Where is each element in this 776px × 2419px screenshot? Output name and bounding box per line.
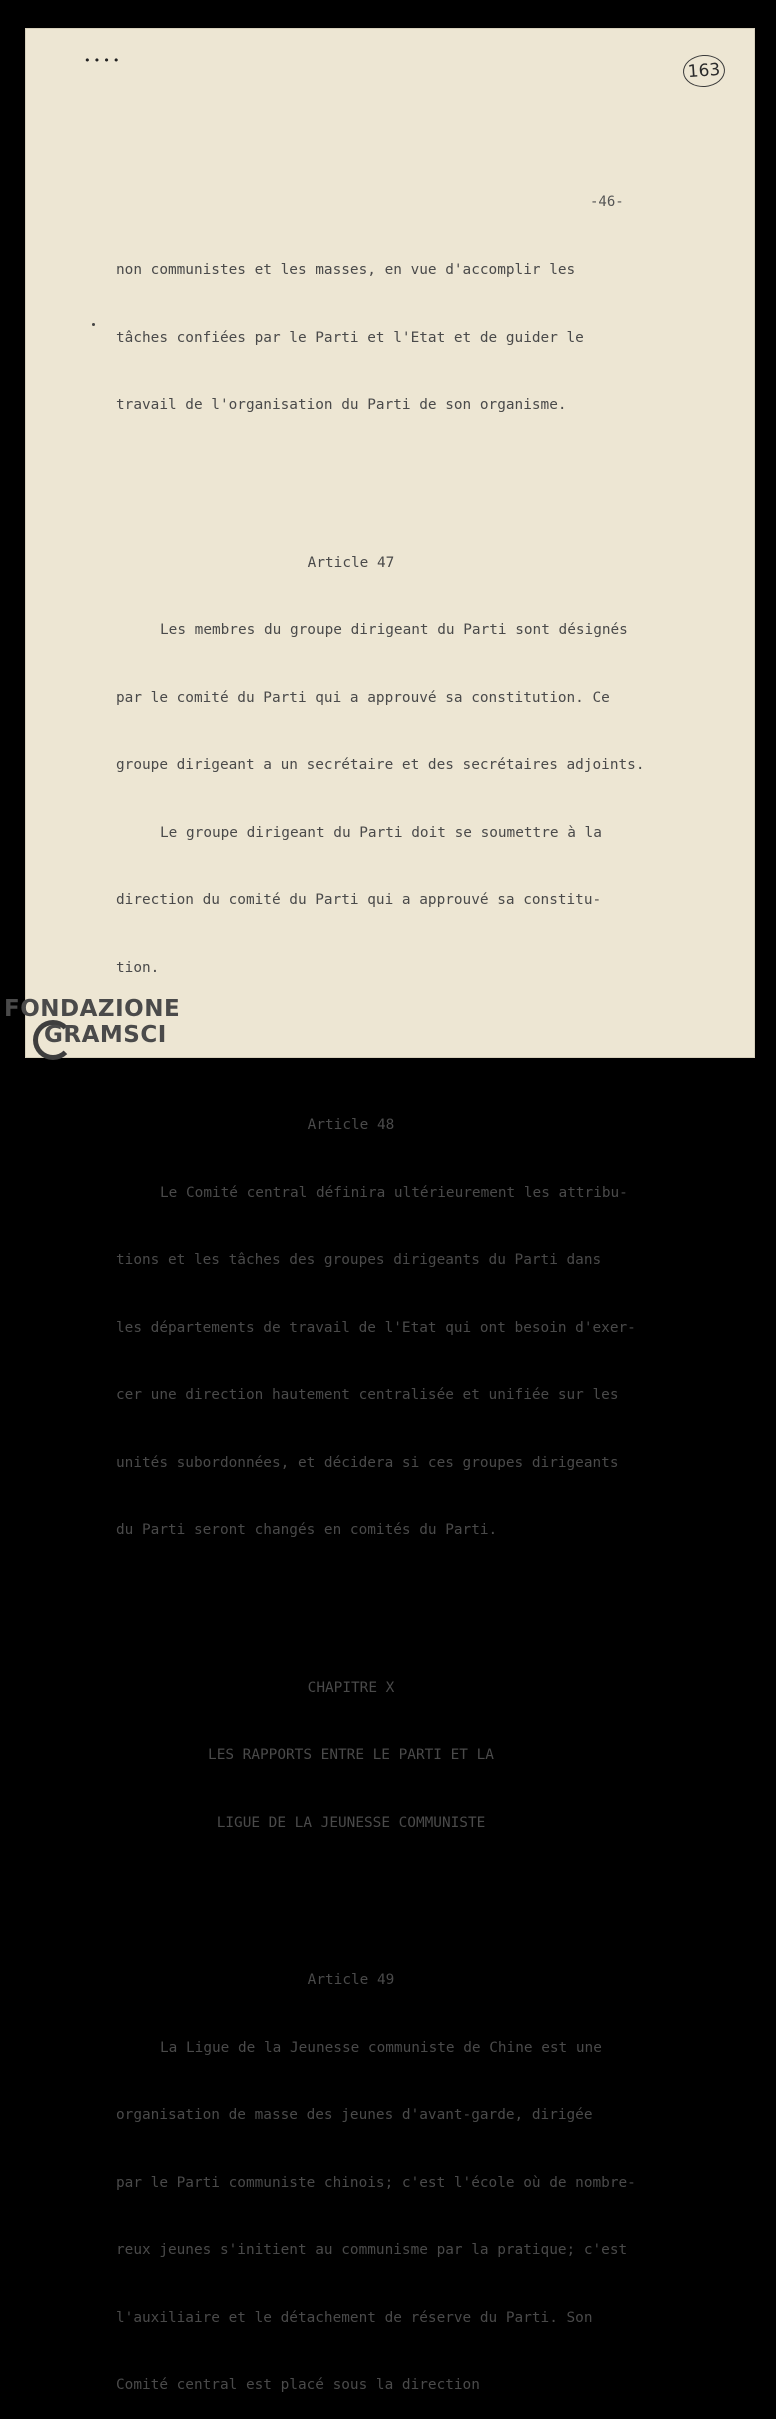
chapter-number: CHAPITRE X: [307, 1679, 395, 1696]
text-line: tion.: [116, 959, 160, 976]
text-line: groupe dirigeant a un secrétaire et des secrétaires adjoints.: [116, 757, 645, 773]
text-line: les départements de travail de l'Etat qui ont besoin d'exer-: [116, 1319, 636, 1336]
watermark-line: GRAMSCI: [44, 1022, 167, 1048]
article-49-title: Article 49: [307, 1972, 395, 1988]
watermark-logo: [4, 996, 180, 1048]
folio-number: 163: [682, 54, 726, 89]
text-line: cer une direction hautement centralisée et unifiée sur les: [116, 1387, 619, 1403]
text-line: Comité central est placé sous la direction: [116, 2377, 480, 2393]
text-line: Le Comité central définira ultérieurement les attribu-: [160, 1184, 628, 1201]
text-line: La Ligue de la Jeunesse communiste de Chine est une: [160, 2039, 602, 2056]
text-line: travail de l'organisation du Parti de son organisme.: [116, 397, 567, 413]
text-line: par le Parti communiste chinois; c'est l'école où de nombre-: [116, 2174, 636, 2191]
document-body: [116, 214, 676, 2419]
text-line: unités subordonnées, et décidera si ces groupes dirigeants: [116, 1454, 619, 1471]
text-line: Les membres du groupe dirigeant du Parti sont désignés: [160, 622, 628, 638]
text-line: du Parti seront changés en comités du Parti.: [116, 1522, 498, 1538]
typed-marks: ••••: [84, 54, 123, 67]
text-line: reux jeunes s'initient au communisme par la pratique; c'est: [116, 2242, 628, 2258]
chapter-title-line: LIGUE DE LA JEUNESSE COMMUNISTE: [216, 1814, 486, 1831]
text-line: tâches confiées par le Parti et l'Etat et de guider le: [116, 329, 584, 346]
text-line: organisation de masse des jeunes d'avant-garde, dirigée: [116, 2107, 593, 2123]
article-47-title: Article 47: [307, 554, 395, 571]
article-48-title: Article 48: [307, 1117, 395, 1133]
watermark-line: FONDAZIONE: [4, 996, 181, 1022]
text-line: direction du comité du Parti qui a approuvé sa constitu-: [116, 892, 602, 908]
text-line: tions et les tâches des groupes dirigeants du Parti dans: [116, 1252, 602, 1268]
text-line: non communistes et les masses, en vue d'accomplir les: [116, 262, 576, 278]
page-number: -46-: [590, 194, 624, 210]
text-line: l'auxiliaire et le détachement de réserve du Parti. Son: [116, 2309, 593, 2326]
text-line: Le groupe dirigeant du Parti doit se soumettre à la: [160, 824, 602, 841]
text-line: par le comité du Parti qui a approuvé sa constitution. Ce: [116, 689, 610, 706]
margin-dot: [92, 323, 95, 326]
chapter-title-line: LES RAPPORTS ENTRE LE PARTI ET LA: [208, 1747, 494, 1763]
